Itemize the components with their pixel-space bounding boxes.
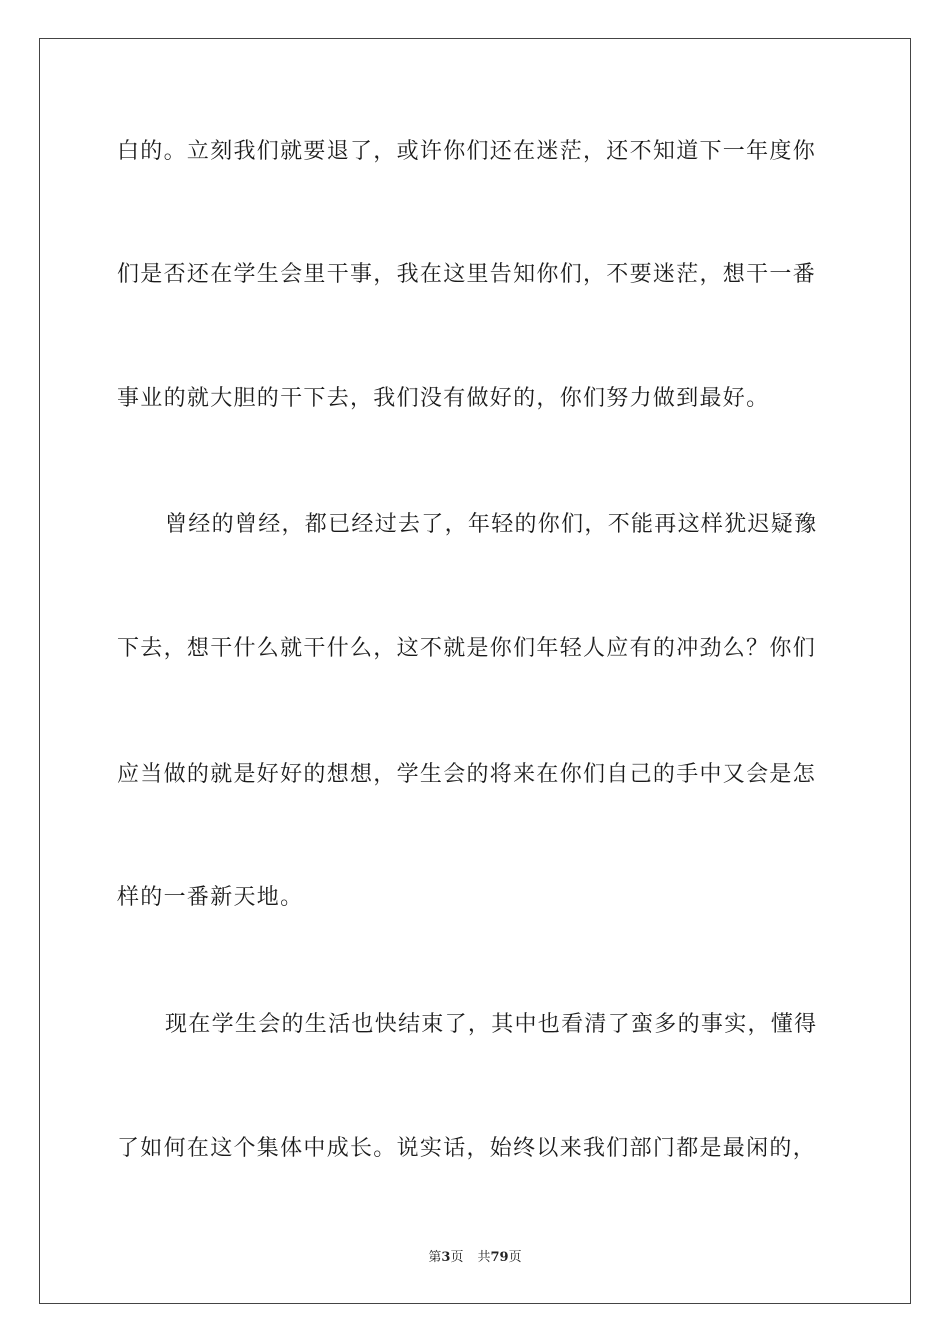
text-line-5: 下去，想干什么就干什么，这不就是你们年轻人应有的冲劲么？你们 <box>117 636 817 661</box>
total-suffix: 页 <box>508 1250 522 1265</box>
text-line-4: 曾经的曾经，都已经过去了，年轻的你们，不能再这样犹迟疑豫 <box>165 512 818 537</box>
text-line-7: 样的一番新天地。 <box>117 885 304 910</box>
page-border <box>39 38 911 1304</box>
text-line-3: 事业的就大胆的干下去，我们没有做好的，你们努力做到最好。 <box>117 386 770 411</box>
page-suffix: 页 <box>450 1250 464 1265</box>
text-line-2: 们是否还在学生会里干事，我在这里告知你们，不要迷茫，想干一番 <box>117 262 817 287</box>
total-pages: 79 <box>490 1250 509 1265</box>
page-prefix: 第 <box>428 1250 442 1265</box>
page-footer <box>0 1246 950 1265</box>
text-line-6: 应当做的就是好好的想想，学生会的将来在你们自己的手中又会是怎 <box>117 762 817 787</box>
text-line-8: 现在学生会的生活也快结束了，其中也看清了蛮多的事实，懂得 <box>165 1012 818 1037</box>
total-prefix: 共 <box>477 1250 491 1265</box>
text-line-1: 白的。立刻我们就要退了，或许你们还在迷茫，还不知道下一年度你 <box>117 139 817 164</box>
page-number: 3 <box>441 1250 451 1265</box>
text-line-9: 了如何在这个集体中成长。说实话，始终以来我们部门都是最闲的， <box>117 1136 817 1161</box>
